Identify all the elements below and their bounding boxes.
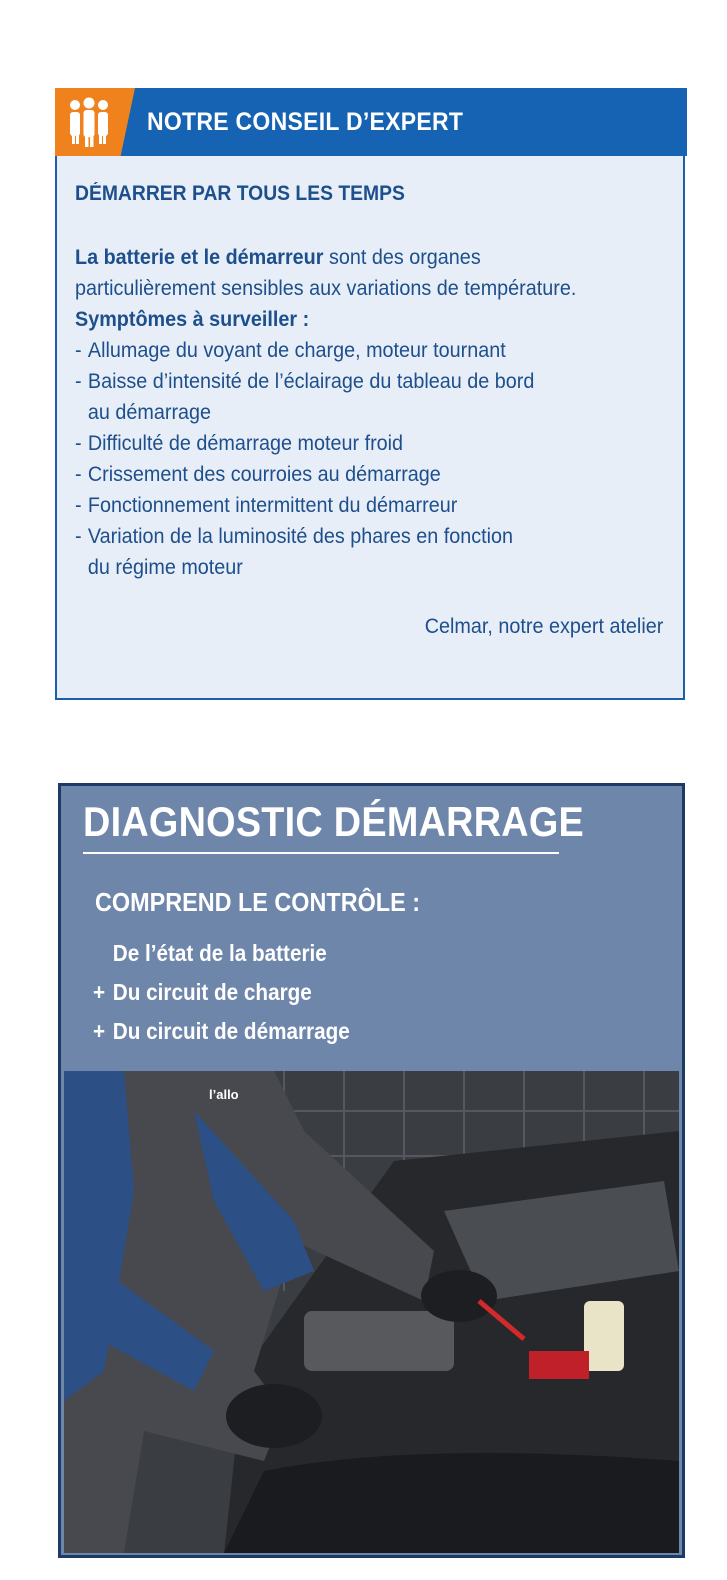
- symptom-item: - Fonctionnement intermittent du démarreur: [75, 493, 458, 517]
- checklist-item: + Du circuit de démarrage: [93, 1018, 350, 1044]
- expert-advice-header: [55, 88, 687, 156]
- intro-line-2: particulièrement sensibles aux variations de température.: [75, 276, 577, 300]
- symptoms-list: [75, 335, 627, 583]
- symptom-item: - Crissement des courroies au démarrage: [75, 462, 441, 486]
- symptoms-heading: Symptômes à surveiller :: [75, 307, 310, 331]
- title-underline: [83, 852, 559, 854]
- expert-signature: Celmar, notre expert atelier: [424, 614, 663, 638]
- mechanic-engine-photo: [64, 1071, 679, 1553]
- intro-line-1: [75, 242, 627, 273]
- people-group-icon: [55, 88, 135, 156]
- symptom-item: - Variation de la luminosité des phares en fonction du régime moteur: [75, 524, 514, 579]
- expert-advice-box: [55, 88, 685, 700]
- checklist-item: + Du circuit de charge: [93, 979, 312, 1005]
- intro-rest-text: sont des organes: [323, 245, 481, 269]
- diagnostic-checklist: [93, 934, 350, 1051]
- symptom-item: - Allumage du voyant de charge, moteur tournant: [75, 338, 506, 362]
- jacket-logo-text: l’allo: [209, 1087, 239, 1102]
- diagnostic-subtitle: COMPREND LE CONTRÔLE :: [95, 887, 420, 917]
- checklist-item: De l’état de la batterie: [112, 940, 327, 966]
- symptom-item: - Difficulté de démarrage moteur froid: [75, 431, 404, 455]
- intro-bold-text: La batterie et le démarreur: [75, 245, 324, 269]
- expert-advice-title: NOTRE CONSEIL D’EXPERT: [147, 108, 464, 136]
- diagnostic-title: DIAGNOSTIC DÉMARRAGE: [83, 798, 585, 845]
- diagnostic-box: [58, 783, 685, 1558]
- expert-advice-subtitle: DÉMARRER PAR TOUS LES TEMPS: [75, 182, 405, 205]
- expert-advice-body: [75, 242, 627, 583]
- symptom-item: - Baisse d’intensité de l’éclairage du tableau de bord au démarrage: [75, 369, 535, 424]
